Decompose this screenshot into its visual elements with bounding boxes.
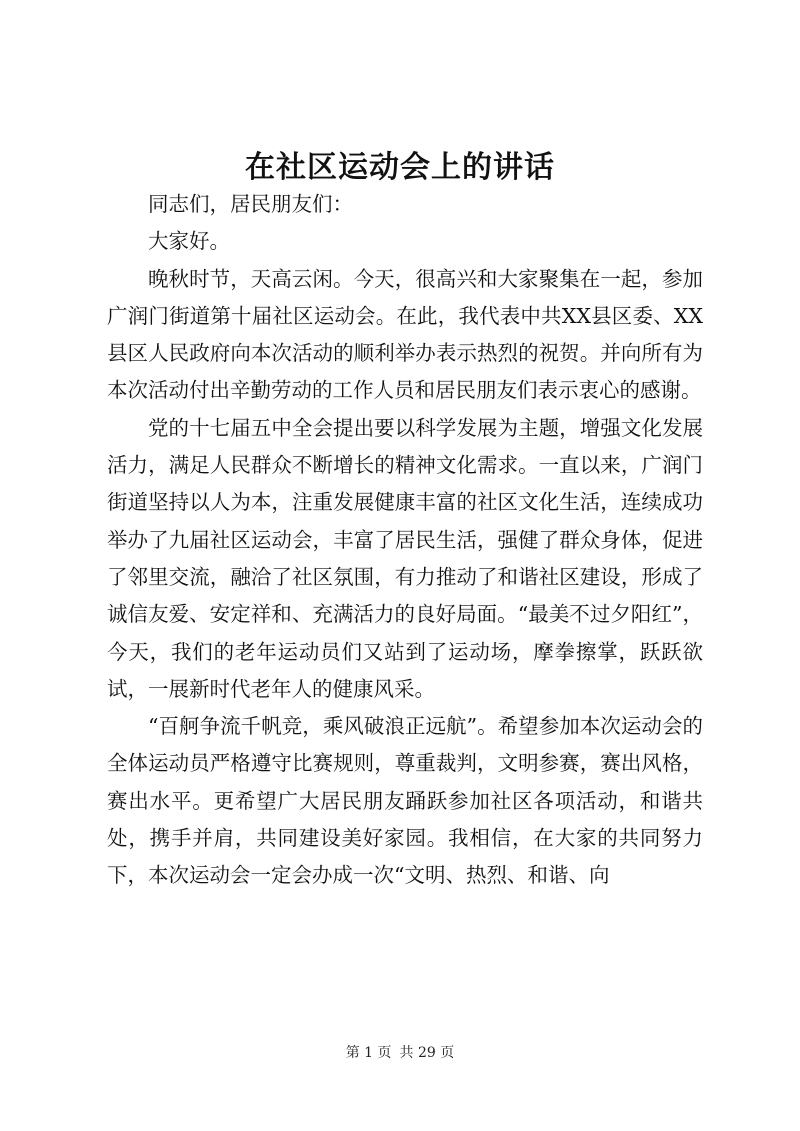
page-footer [0,1042,800,1062]
salutation-paragraph: 大家好。 [148,229,230,254]
page-number: 第 1 页 [345,1045,392,1061]
body-paragraph: “百舸争流千帆竞，乘风破浪正远航”。希望参加本次运动会的全体运动员严格遵守比赛规则，尊重裁判，文明参赛，赛出风格，赛出水平。更希望广大居民朋友踊跃参加社区各项活动，和谐共处，携手并肩，共同建设美好家园。我相信，在大家的共同努力下，本次运动会一定会办成一次“文明、热烈、和谐、向 [107,714,703,888]
document-body [107,186,703,895]
body-paragraph: 晚秋时节，天高云闲。今天，很高兴和大家聚集在一起，参加广润门街道第十届社区运动会。在此，我代表中共XX县区委、XX县区人民政府向本次活动的顺利举办表示热烈的祝贺。并向所有为本次活动付出辛勤劳动的工作人员和居民朋友们表示衷心的感谢。 [107,266,703,403]
body-paragraph: 党的十七届五中全会提出要以科学发展为主题，增强文化发展活力，满足人民群众不断增长的精神文化需求。一直以来，广润门街道坚持以人为本，注重发展健康丰富的社区文化生活，连续成功举办了九届社区运动会，丰富了居民生活，强健了群众身体，促进了邻里交流，融洽了社区氛围，有力推动了和谐社区建设，形成了诚信友爱、安定祥和、充满活力的良好局面。“最美不过夕阳红”，今天，我们的老年运动员们又站到了运动场，摩拳擦掌，跃跃欲试，一展新时代老年人的健康风采。 [107,415,703,701]
page-total: 共 29 页 [399,1045,455,1061]
greeting-paragraph: 同志们，居民朋友们： [148,192,353,216]
document-title: 在社区运动会上的讲话 [245,150,555,185]
